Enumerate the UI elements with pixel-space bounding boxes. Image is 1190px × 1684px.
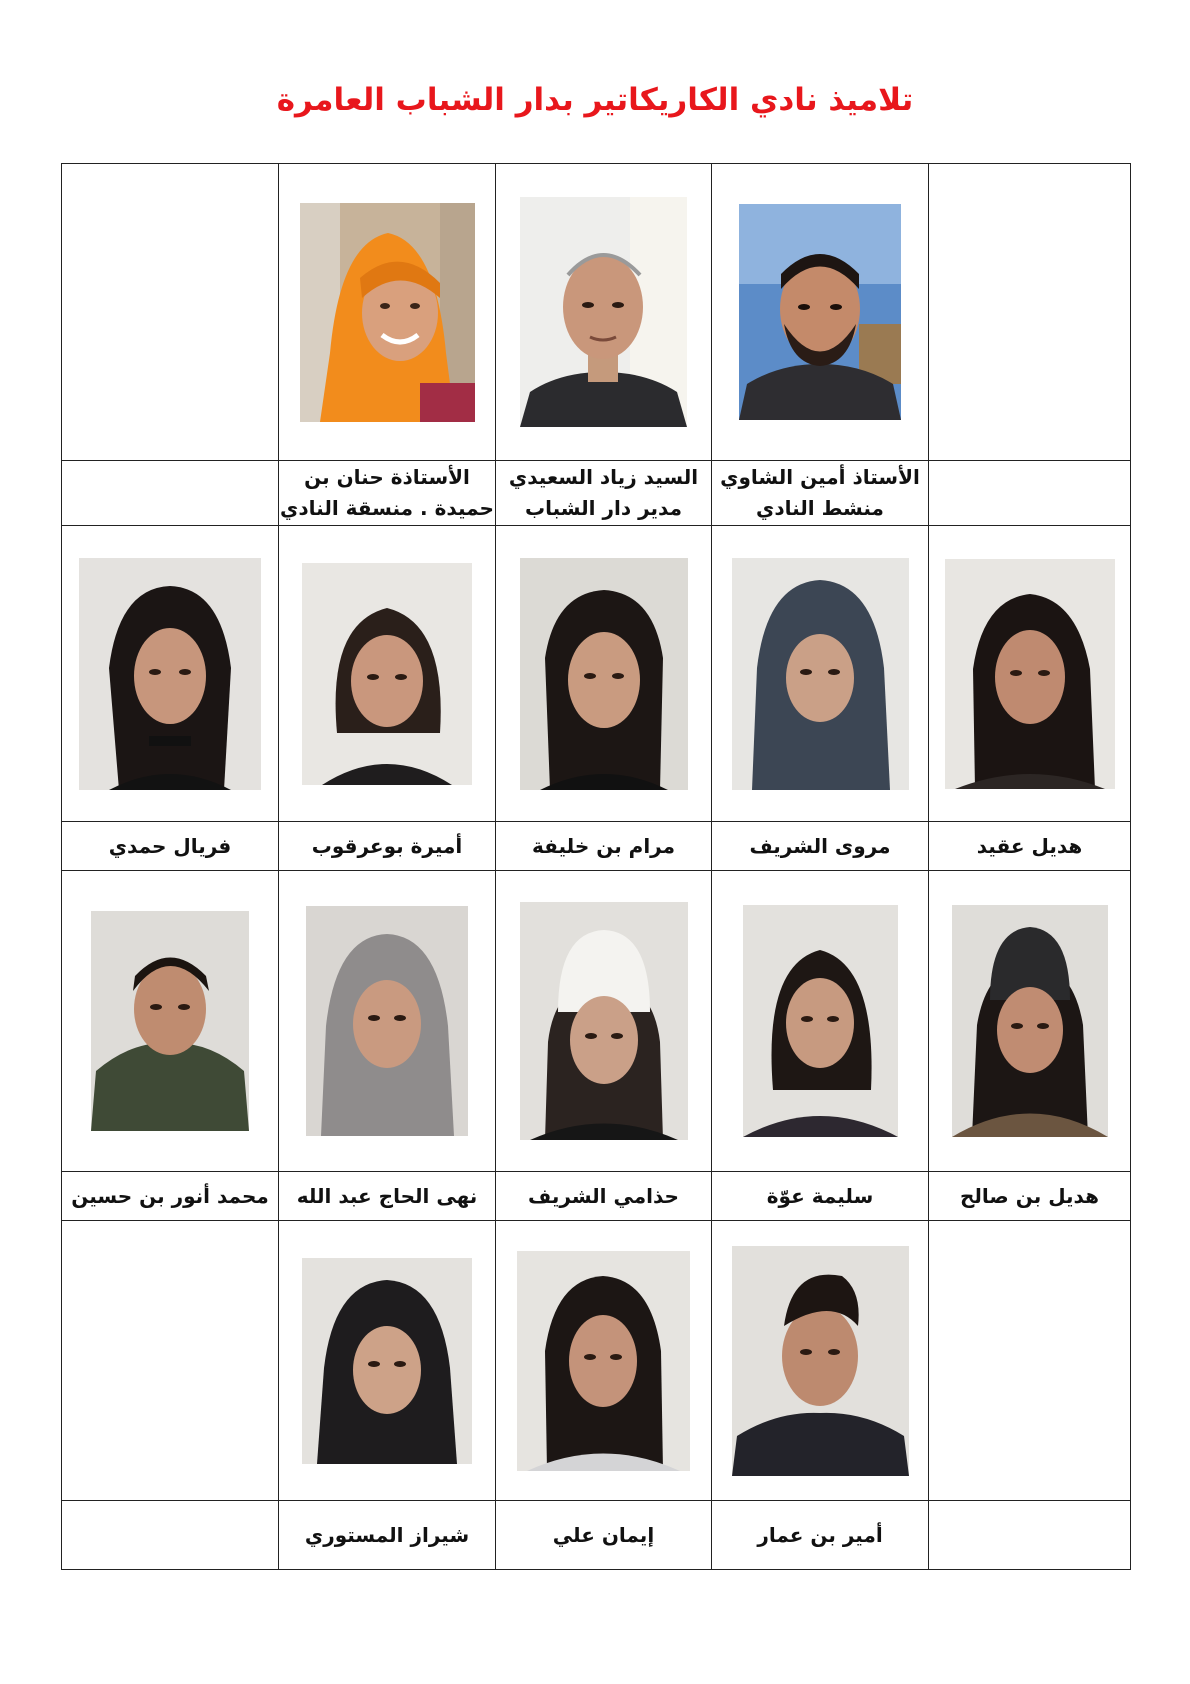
student-photo [302,1258,472,1464]
student-name-row [62,1172,1131,1221]
student-photo [952,905,1108,1137]
photo-cell [279,1221,496,1501]
staff-name-line2: منشط النادي [756,496,884,520]
name-cell [712,822,929,871]
student-name: أميرة بوعرقوب [311,834,463,858]
staff-name-line2: مدير دار الشباب [525,496,682,520]
student-photo [520,902,688,1140]
staff-photo-row [62,164,1131,461]
staff-name-line1: الأستاذة حنان بن [304,465,470,489]
staff-photo-2 [520,197,687,427]
student-name: محمد أنور بن حسين [71,1184,269,1208]
student-name-row [62,1501,1131,1570]
student-name: هديل عقيد [976,834,1083,858]
photo-cell [62,526,279,822]
empty-cell [929,164,1131,461]
name-cell [62,1172,279,1221]
name-cell [496,1501,712,1570]
student-name: فريال حمدي [108,834,232,858]
name-cell [712,1501,929,1570]
name-cell [496,822,712,871]
name-cell [279,461,496,526]
photo-cell [62,871,279,1172]
photo-cell [279,871,496,1172]
student-photo [732,558,909,790]
photo-cell [712,1221,929,1501]
name-cell [496,461,712,526]
student-name: شيراز المستوري [304,1523,470,1547]
student-photo [306,906,468,1136]
photo-cell [496,526,712,822]
student-photo [520,558,688,790]
name-cell [279,822,496,871]
photo-cell [712,164,929,461]
name-cell [712,1172,929,1221]
name-cell [712,461,929,526]
empty-cell [929,1501,1131,1570]
photo-cell [496,871,712,1172]
name-cell [279,1172,496,1221]
staff-photo-1 [300,203,475,422]
name-cell [929,822,1131,871]
student-name: هديل بن صالح [960,1184,1099,1208]
student-name: مروى الشريف [749,834,891,858]
empty-cell [62,1501,279,1570]
staff-name-row [62,461,1131,526]
name-cell [496,1172,712,1221]
student-photo [91,911,249,1131]
empty-cell [62,461,279,526]
student-name-row [62,822,1131,871]
student-photo-row [62,526,1131,822]
photo-cell [496,164,712,461]
student-name: أمير بن عمار [757,1523,883,1547]
members-table [61,163,1131,1570]
student-photo [743,905,898,1137]
photo-cell [712,526,929,822]
student-name: مرام بن خليفة [531,834,676,858]
name-cell [62,822,279,871]
student-name: حذامي الشريف [528,1184,679,1208]
student-photo-row [62,871,1131,1172]
empty-cell [62,1221,279,1501]
name-cell [279,1501,496,1570]
student-photo [302,563,472,785]
student-name: سليمة عوّة [766,1184,874,1208]
student-name: إيمان علي [552,1523,655,1547]
photo-cell [279,164,496,461]
empty-cell [929,461,1131,526]
student-photo [79,558,261,790]
staff-photo-3 [739,204,901,420]
student-photo [517,1251,690,1471]
student-photo-row [62,1221,1131,1501]
empty-cell [929,1221,1131,1501]
photo-cell [496,1221,712,1501]
photo-cell [712,871,929,1172]
photo-cell [279,526,496,822]
name-cell [929,1172,1131,1221]
page-title: تلاميذ نادي الكاريكاتير بدار الشباب العامرة [276,82,914,118]
photo-cell [929,871,1131,1172]
student-photo [732,1246,909,1476]
staff-name-line2: حميدة . منسقة النادي [280,496,494,520]
staff-name-line1: الأستاذ أمين الشاوي [720,465,920,489]
student-photo [945,559,1115,789]
photo-cell [929,526,1131,822]
empty-cell [62,164,279,461]
student-name: نهى الحاج عبد الله [296,1184,478,1208]
staff-name-line1: السيد زياد السعيدي [508,465,699,489]
